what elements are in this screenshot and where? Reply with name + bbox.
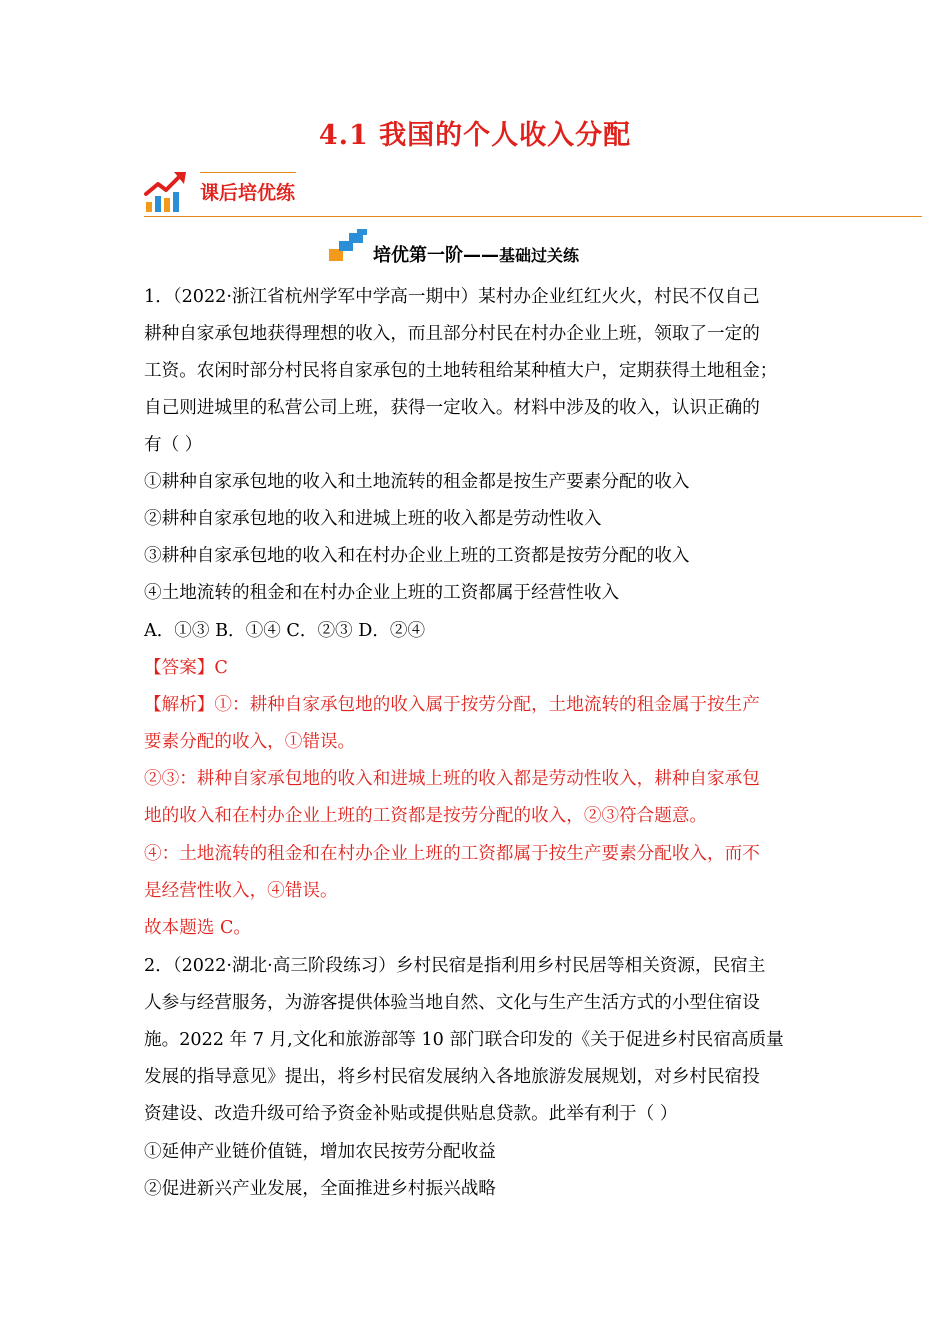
q2-statement: ①延伸产业链价值链，增加农民按劳分配收益 bbox=[144, 1142, 496, 1162]
banner-top-line bbox=[200, 172, 296, 173]
q1-analysis-line: ②③：耕种自家承包地的收入和进城上班的收入都是劳动性收入，耕种自家承包 bbox=[144, 769, 760, 789]
stairs-icon bbox=[329, 229, 369, 263]
q1-stem-line: 1．（2022·浙江省杭州学军中学高一期中）某村办企业红红火火，村民不仅自己 bbox=[144, 287, 760, 307]
growth-chart-icon bbox=[144, 168, 192, 214]
q1-analysis-line: ④：土地流转的租金和在村办企业上班的工资都属于按生产要素分配收入，而不 bbox=[144, 844, 760, 864]
section-divider bbox=[144, 216, 922, 217]
q1-statement: ③耕种自家承包地的收入和在村办企业上班的工资都是按劳分配的收入 bbox=[144, 546, 690, 566]
level-sub: 基础过关练 bbox=[499, 246, 580, 265]
section-label: 课后培优练 bbox=[200, 182, 296, 204]
section-banner bbox=[144, 168, 922, 218]
q1-analysis-line: 地的收入和在村办企业上班的工资都是按劳分配的收入，②③符合题意。 bbox=[144, 806, 708, 826]
q1-stem-line: 自己则进城里的私营公司上班，获得一定收入。材料中涉及的收入，认识正确的 bbox=[144, 398, 760, 418]
q2-statement: ②促进新兴产业发展，全面推进乡村振兴战略 bbox=[144, 1179, 496, 1199]
level-heading bbox=[0, 229, 950, 269]
level-title bbox=[373, 241, 579, 267]
q1-answer: 【答案】C bbox=[144, 658, 228, 678]
q2-stem-line: 发展的指导意见》提出，将乡村民宿发展纳入各地旅游发展规划，对乡村民宿投 bbox=[144, 1067, 760, 1087]
q2-stem-line: 资建设、改造升级可给予资金补贴或提供贴息贷款。此举有利于（ ） bbox=[144, 1104, 678, 1124]
q2-stem-line: 人参与经营服务，为游客提供体验当地自然、文化与生产生活方式的小型住宿设 bbox=[144, 993, 760, 1013]
level-main: 培优第一阶—— bbox=[373, 245, 499, 266]
q1-options: A．①③ B．①④ C．②③ D．②④ bbox=[144, 621, 426, 641]
q1-stem-line: 工资。农闲时部分村民将自家承包的土地转租给某种植大户，定期获得土地租金； bbox=[144, 361, 778, 381]
q1-stem-line: 有（ ） bbox=[144, 435, 203, 455]
q1-analysis-line: 故本题选 C。 bbox=[144, 918, 252, 938]
q1-analysis-line: 要素分配的收入，①错误。 bbox=[144, 732, 356, 752]
q1-statement: ②耕种自家承包地的收入和进城上班的收入都是劳动性收入 bbox=[144, 509, 602, 529]
q1-statement: ④土地流转的租金和在村办企业上班的工资都属于经营性收入 bbox=[144, 583, 620, 603]
q2-stem-line: 2．（2022·湖北·高三阶段练习）乡村民宿是指利用乡村民居等相关资源，民宿主 bbox=[144, 956, 766, 976]
q1-analysis-line: 是经营性收入，④错误。 bbox=[144, 881, 338, 901]
q2-stem-line: 施。2022 年 7 月,文化和旅游部等 10 部门联合印发的《关于促进乡村民宿高质量 bbox=[144, 1030, 784, 1050]
q1-stem-line: 耕种自家承包地获得理想的收入，而且部分村民在村办企业上班，领取了一定的 bbox=[144, 324, 760, 344]
q1-analysis-line: 【解析】①：耕种自家承包地的收入属于按劳分配，土地流转的租金属于按生产 bbox=[144, 695, 760, 715]
q1-statement: ①耕种自家承包地的收入和土地流转的租金都是按生产要素分配的收入 bbox=[144, 472, 690, 492]
page-title: 4.1 我国的个人收入分配 bbox=[318, 120, 632, 151]
